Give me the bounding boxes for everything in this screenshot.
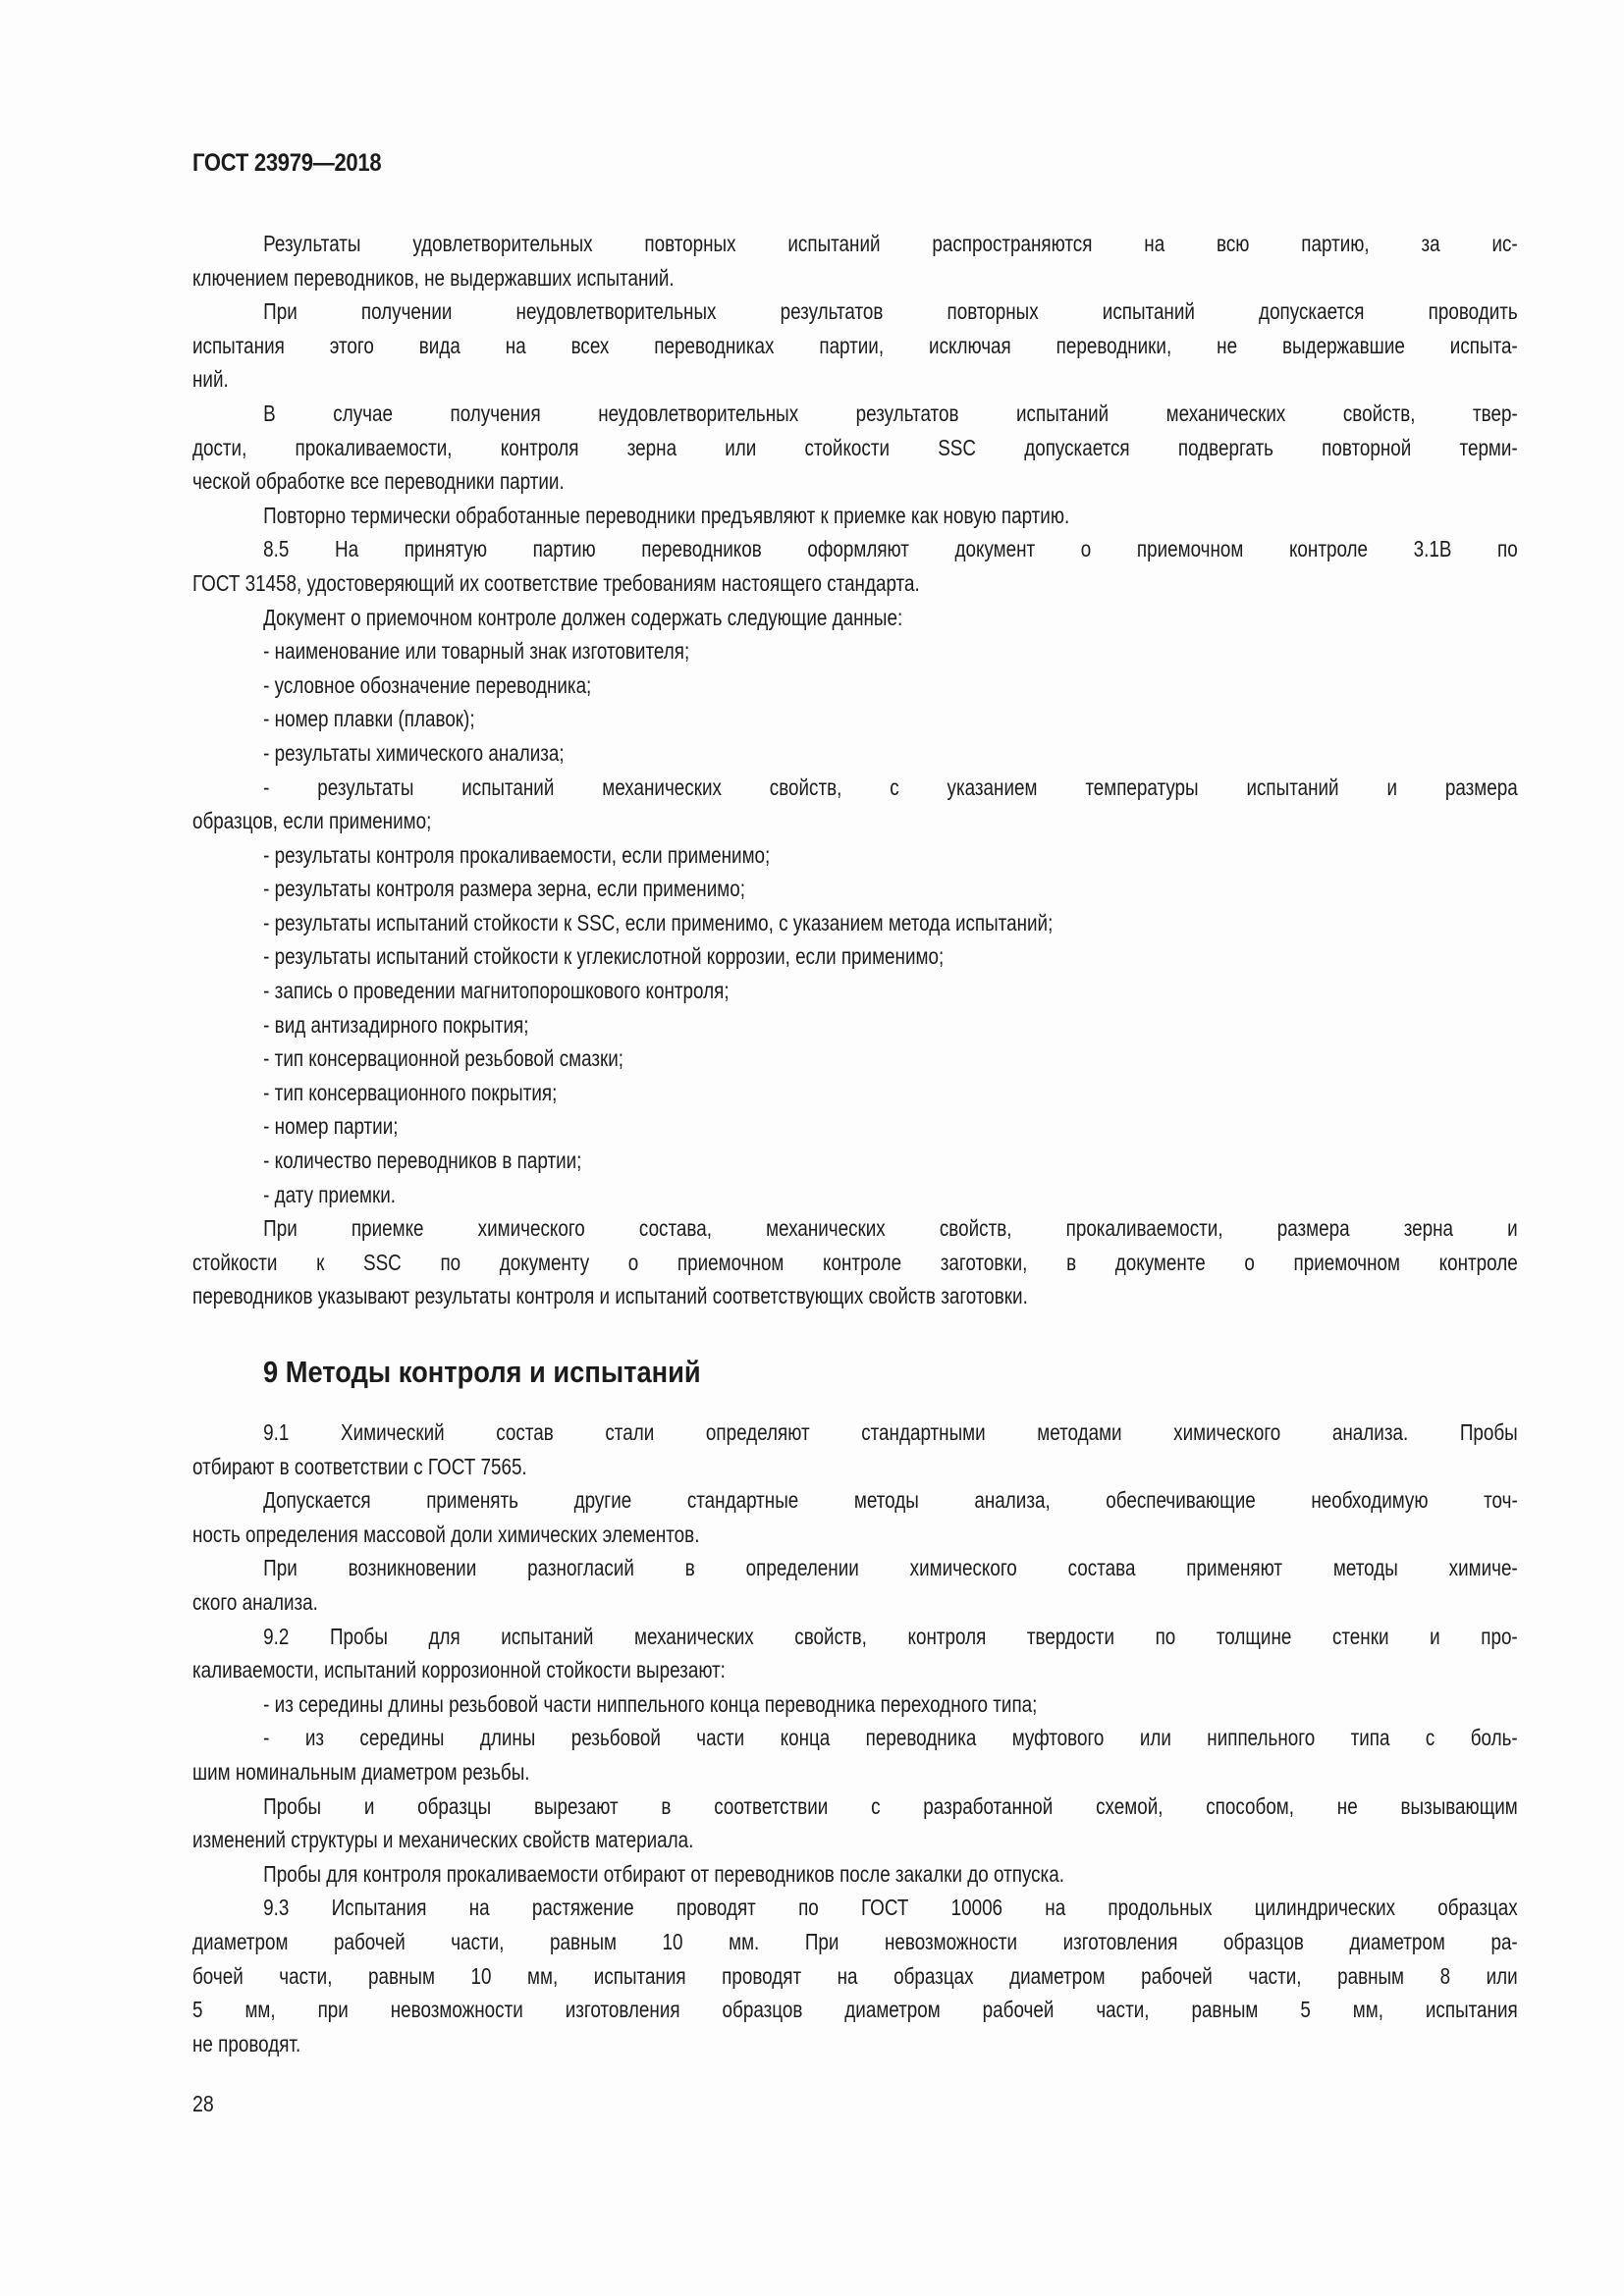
text-line: Результаты удовлетворительных повторных испытаний распространяются на всю партию, за ис- — [263, 231, 1518, 256]
text-line: При возникновении разногласий в определении химического состава применяют методы химиче- — [263, 1555, 1518, 1581]
text-line: ключением переводников, не выдержавших испытаний. — [192, 264, 675, 291]
paragraph — [192, 1415, 1518, 1483]
paragraph — [192, 1891, 1518, 2060]
text-line: - количество переводников в партии; — [263, 1148, 582, 1174]
text-line: - наименование или товарный знак изготовителя; — [263, 638, 690, 665]
text-line: ческой обработке все переводники партии. — [192, 468, 565, 495]
text-line: - номер партии; — [263, 1113, 399, 1140]
text-line: образцов, если применимо; — [192, 808, 432, 834]
paragraph — [192, 634, 1518, 668]
text-line: - результаты контроля размера зерна, если применимо; — [263, 876, 745, 902]
paragraph — [192, 1076, 1518, 1110]
body-text-block-2 — [192, 1415, 1518, 2060]
paragraph — [192, 1687, 1518, 1722]
text-line: 8.5 На принятую партию переводников оформляют документ о приемочном контроле 3.1В по — [263, 536, 1518, 562]
paragraph — [192, 939, 1518, 974]
text-line: Пробы и образцы вырезают в соответствии с разработанной схемой, способом, не вызывающим — [263, 1792, 1518, 1819]
text-line: - из середины длины резьбовой части конца переводника муфтового или ниппельного типа с боль- — [263, 1725, 1518, 1751]
paragraph — [192, 1620, 1518, 1687]
text-line: ГОСТ 31458, удостоверяющий их соответствие требованиям настоящего стандарта. — [192, 569, 920, 596]
text-line: 9.1 Химический состав стали определяют стандартными методами химического анализа. Пробы — [263, 1419, 1518, 1445]
paragraph — [192, 668, 1518, 703]
paragraph — [192, 1109, 1518, 1144]
body-text-block-1 — [192, 227, 1518, 1313]
text-line: отбирают в соответствии с ГОСТ 7565. — [192, 1453, 527, 1479]
text-line: дости, прокаливаемости, контроля зерна или стойкости SSC допускается подвергать повторной терми- — [192, 434, 1518, 460]
paragraph — [192, 1721, 1518, 1789]
paragraph — [192, 1144, 1518, 1178]
text-line: - из середины длины резьбовой части ниппельного конца переводника переходного типа; — [263, 1690, 1038, 1717]
text-line: бочей части, равным 10 мм, испытания проводят на образцах диаметром рабочей части, равным 8 или — [192, 1962, 1518, 1989]
text-line: - результаты испытаний механических свойств, с указанием температуры испытаний и размера — [263, 774, 1518, 800]
paragraph — [192, 532, 1518, 600]
text-line: ний. — [192, 366, 229, 393]
paragraph — [192, 1041, 1518, 1076]
text-line: 9.2 Пробы для испытаний механических свойств, контроля твердости по толщине стенки и про- — [263, 1623, 1518, 1649]
text-line: - номер плавки (плавок); — [263, 706, 475, 732]
text-line: Повторно термически обработанные переводники предъявляют к приемке как новую партию. — [263, 502, 1070, 528]
paragraph — [192, 1211, 1518, 1313]
text-line: Пробы для контроля прокаливаемости отбирают от переводников после закалки до отпуска. — [263, 1860, 1064, 1887]
text-line: - результаты химического анализа; — [263, 739, 565, 766]
page-number: 28 — [192, 2091, 214, 2116]
paragraph — [192, 601, 1518, 635]
text-line: 9.3 Испытания на растяжение проводят по ГОСТ 10006 на продольных цилиндрических образцах — [263, 1895, 1518, 1921]
text-line: шим номинальным диаметром резьбы. — [192, 1758, 530, 1785]
text-line: - запись о проведении магнитопорошкового контроля; — [263, 978, 730, 1004]
text-line: испытания этого вида на всех переводниках партии, исключая переводники, не выдержавшие испыта- — [192, 332, 1518, 358]
paragraph — [192, 702, 1518, 736]
text-line: изменений структуры и механических свойств материала. — [192, 1827, 694, 1853]
text-line: 5 мм, при невозможности изготовления образцов диаметром рабочей части, равным 5 мм, испытания — [192, 1997, 1518, 2023]
paragraph — [192, 872, 1518, 906]
paragraph — [192, 906, 1518, 940]
text-line: В случае получения неудовлетворительных результатов испытаний механических свойств, твер- — [263, 400, 1518, 426]
paragraph — [192, 227, 1518, 294]
text-line: ность определения массовой доли химических элементов. — [192, 1521, 700, 1547]
text-line: - условное обозначение переводника; — [263, 671, 592, 698]
paragraph — [192, 294, 1518, 397]
text-line: - дату приемки. — [263, 1181, 396, 1207]
paragraph — [192, 1789, 1518, 1857]
text-line: не проводят. — [192, 2030, 301, 2056]
text-line: При приемке химического состава, механических свойств, прокаливаемости, размера зерна и — [263, 1215, 1518, 1242]
text-line: диаметром рабочей части, равным 10 мм. При невозможности изготовления образцов диаметром ра- — [192, 1928, 1518, 1954]
paragraph — [192, 1483, 1518, 1551]
paragraph — [192, 1551, 1518, 1619]
text-line: ского анализа. — [192, 1588, 318, 1615]
paragraph — [192, 499, 1518, 533]
document-header: ГОСТ 23979—2018 — [192, 149, 382, 177]
text-line: переводников указывают результаты контроля и испытаний соответствующих свойств заготовки. — [192, 1283, 1028, 1309]
text-line: - тип консервационного покрытия; — [263, 1079, 558, 1105]
paragraph — [192, 771, 1518, 838]
paragraph — [192, 1178, 1518, 1212]
paragraph — [192, 838, 1518, 873]
paragraph — [192, 1008, 1518, 1042]
paragraph — [192, 397, 1518, 499]
text-line: каливаемости, испытаний коррозионной стойкости вырезают: — [192, 1657, 726, 1683]
paragraph — [192, 1857, 1518, 1892]
text-line: Допускается применять другие стандартные методы анализа, обеспечивающие необходимую точ- — [263, 1487, 1518, 1514]
paragraph — [192, 974, 1518, 1008]
text-line: стойкости к SSC по документу о приемочном контроле заготовки, в документе о приемочном контроле — [192, 1249, 1518, 1275]
section-heading: 9 Методы контроля и испытаний — [263, 1355, 701, 1389]
paragraph — [192, 736, 1518, 771]
text-line: - результаты контроля прокаливаемости, если применимо; — [263, 841, 771, 868]
text-line: - результаты испытаний стойкости к углекислотной коррозии, если применимо; — [263, 943, 945, 970]
text-line: Документ о приемочном контроле должен содержать следующие данные: — [263, 604, 903, 630]
text-line: При получении неудовлетворительных результатов повторных испытаний допускается проводить — [263, 298, 1518, 325]
text-line: - результаты испытаний стойкости к SSC, если применимо, с указанием метода испытаний; — [263, 909, 1054, 935]
text-line: - вид антизадирного покрытия; — [263, 1011, 529, 1038]
text-line: - тип консервационной резьбовой смазки; — [263, 1045, 624, 1072]
